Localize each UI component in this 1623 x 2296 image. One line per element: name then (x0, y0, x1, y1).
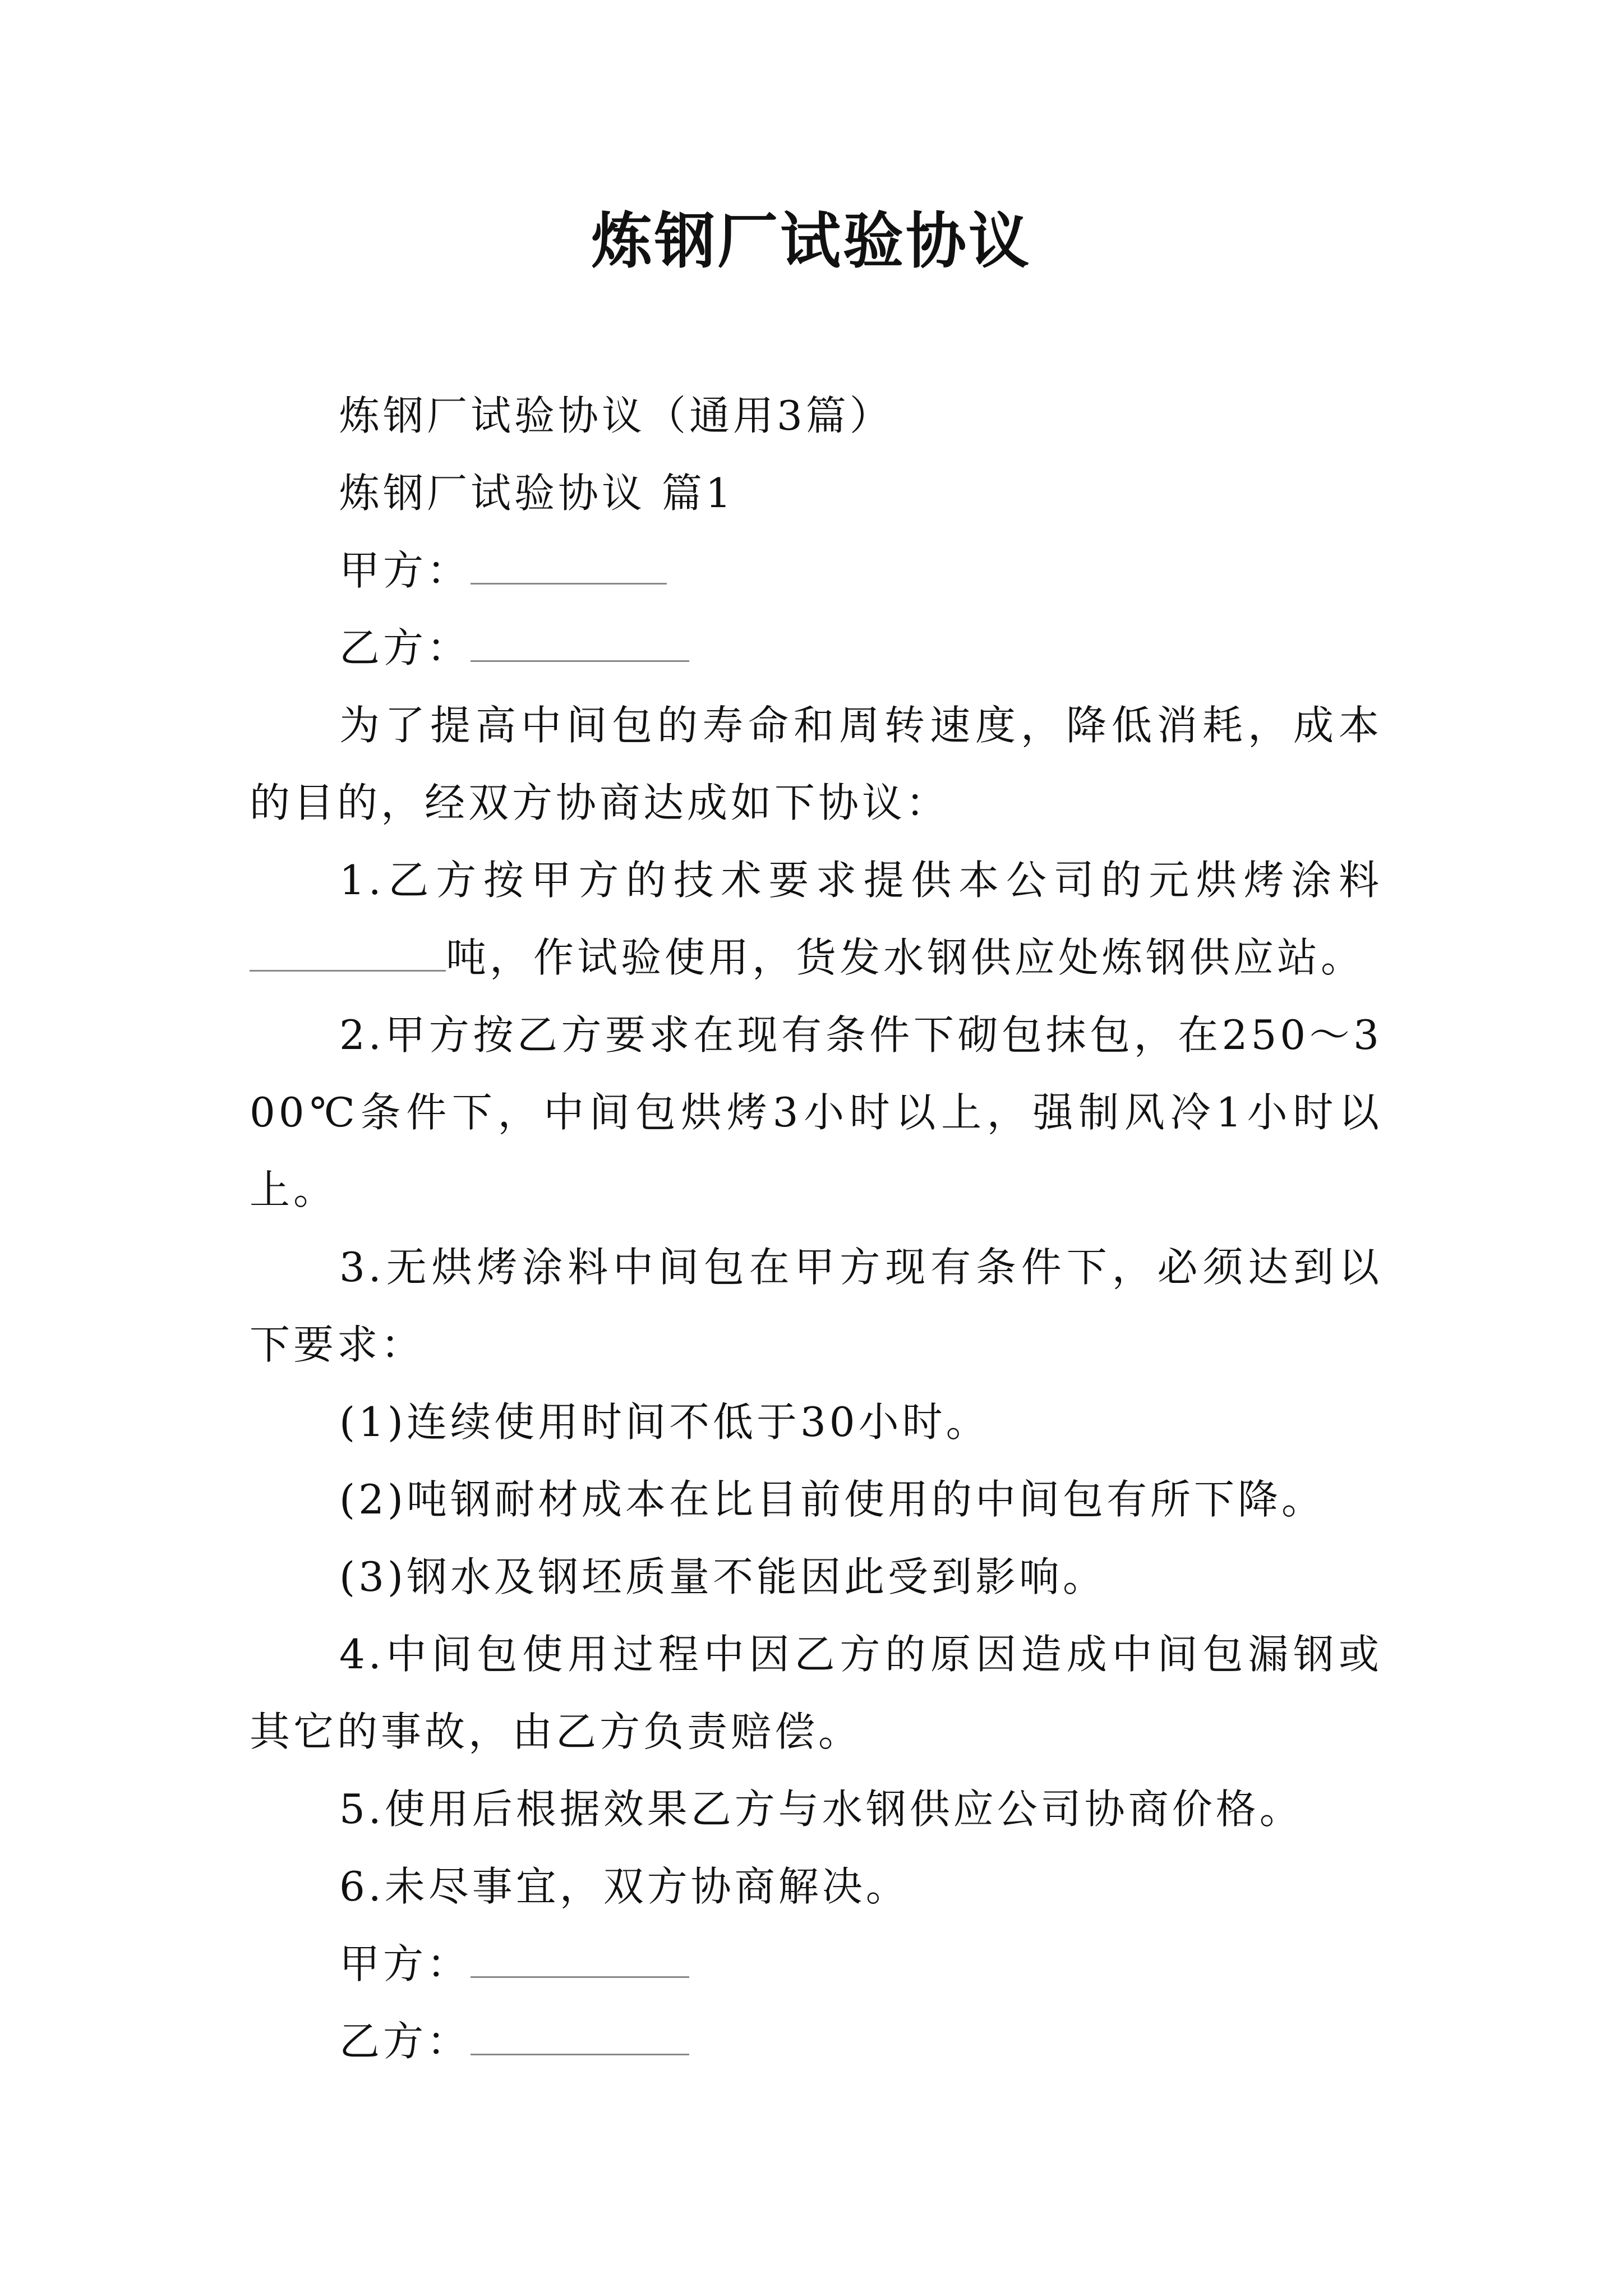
item-1-paragraph (250, 841, 1382, 996)
item-1-text-after: 吨，作试验使用，货发水钢供应处炼钢供应站。 (446, 934, 1365, 981)
item-3-2-line: (2)吨钢耐材成本在比目前使用的中间包有所下降。 (339, 1476, 1325, 1523)
item-1-text-before: 1.乙方按甲方的技术要求提供本公司的元烘烤涂料 (339, 857, 1382, 904)
item-2-paragraph: 2.甲方按乙方要求在现有条件下砌包抹包，在250～300℃条件下，中间包烘烤3小时以上，强制风冷1小时以上。 (250, 1011, 1382, 1213)
party-b-top-blank (471, 627, 689, 662)
party-b-bottom-blank (471, 2020, 689, 2055)
document-title: 炼钢厂试验协议 (591, 206, 1031, 277)
chapter-line: 炼钢厂试验协议 篇1 (339, 470, 735, 517)
party-b-top-line (250, 609, 1382, 687)
item-4-paragraph: 4.中间包使用过程中因乙方的原因造成中间包漏钢或其它的事故，由乙方负责赔偿。 (250, 1631, 1382, 1755)
item-1-blank (250, 936, 446, 972)
party-a-bottom-label: 甲方： (339, 1940, 471, 1987)
party-a-top-label: 甲方： (339, 547, 471, 594)
party-a-top-blank (471, 549, 667, 585)
item-3-paragraph: 3.无烘烤涂料中间包在甲方现有条件下，必须达到以下要求： (250, 1244, 1382, 1368)
item-3-1-line: (1)连续使用时间不低于30小时。 (339, 1398, 990, 1446)
party-b-bottom-line (250, 2003, 1382, 2080)
party-b-top-label: 乙方： (339, 624, 471, 671)
party-a-bottom-blank (471, 1943, 689, 1978)
item-6-line: 6.未尽事宜，双方协商解决。 (339, 1863, 910, 1910)
document-body (250, 377, 1382, 2080)
party-a-top-line (250, 532, 1382, 609)
party-a-bottom-line (250, 1925, 1382, 2003)
intro-paragraph: 为了提高中间包的寿命和周转速度，降低消耗，成本的目的，经双方协商达成如下协议： (250, 702, 1382, 826)
item-5-line: 5.使用后根据效果乙方与水钢供应公司协商价格。 (339, 1786, 1303, 1833)
party-b-bottom-label: 乙方： (339, 2018, 471, 2065)
heading-line: 炼钢厂试验协议（通用3篇） (339, 392, 893, 439)
item-3-3-line: (3)钢水及钢坯质量不能因此受到影响。 (339, 1553, 1106, 1600)
